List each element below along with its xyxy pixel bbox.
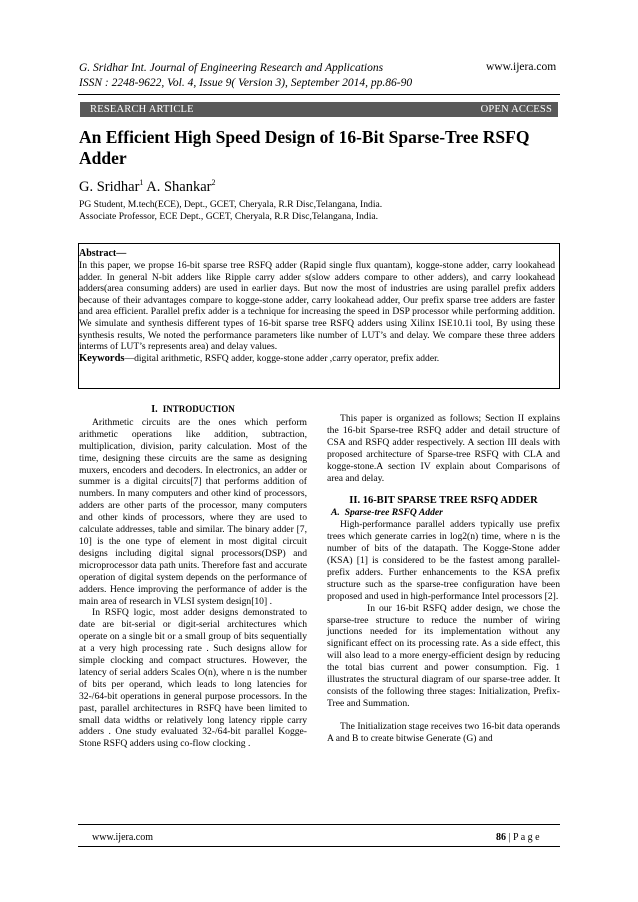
affiliation-1: PG Student, M.tech(ECE), Dept., GCET, Cheryala, R.R Disc,Telangana, India. (79, 199, 383, 210)
author-2-sup: 2 (211, 178, 216, 187)
section-1-title: INTRODUCTION (162, 404, 235, 414)
footer-page (496, 832, 540, 843)
abstract-box (78, 243, 560, 389)
abstract-text: In this paper, we propse 16-bit sparse tree RSFQ adder (Rapid single flux quantam), kogge-stone adder, carry lookahead adder. In general N-bit adders like Ripple carry adder s(slow adders compare to other adders), and carry lookahead adders(area consuming adders) are used in earlier days. But now the most of industries are using parallel prefix adders because of their advantages compare to kogge-stone adder, carry lookahead adder, Our prefix sparse tree adders are faster and area efficient. Parallel prefix adder is a technique for increasing the speed in DSP processor while performing addition. We simulate and synthesis different types of 16-bit sparse tree RSFQ adders using Xilinx ISE10.1i tool, By using these synthesis results, We noted the performance parameters like number of LUT’s and delay. We compare these three adders interms of LUT’s represents area) and delay values. (79, 260, 555, 353)
footer-bottom-rule (78, 846, 560, 847)
header-rule (78, 94, 560, 95)
article-banner (80, 102, 558, 117)
page-number: 86 (496, 832, 506, 843)
section-1-number: I. (151, 404, 158, 415)
author-1: G. Sridhar (79, 178, 140, 195)
right-column (327, 413, 560, 745)
organization-paragraph: This paper is organized as follows; Section II explains the 16-bit Sparse-tree RSFQ adder and detail structure of CSA and RSFQ adder respectively. A section III deals with proposed architecture of Sparse-tree RSFQ with CLA and kogge-stone.A section IV explain about Comparisons of area and delay. (327, 413, 560, 484)
paper-title (79, 127, 549, 169)
affiliation-2: Associate Professor, ECE Dept., GCET, Cheryala, R.R Disc,Telangana, India. (79, 211, 379, 222)
journal-line: G. Sridhar Int. Journal of Engineering Research and Applications (79, 62, 384, 74)
intro-paragraph-2: In RSFQ logic, most adder designs demonstrated to date are bit-serial or digit-serial architectures which operate on a single bit or a small group of bits sequentially at a very high processing rate . Such designs allow for simple clocking and compact structures. However, the latency of serial adders Scales O(n), where n is the number of bits per operand, which leads to long latencies for 32-/64-bit operations in general purpose processors. In the past, parallel architectures in RSFQ have been limited to small data widths or relatively long latency ripple carry adders . One study evaluated 32-/64-bit parallel Kogge-Stone RSFQ adders using co-flow clocking . (79, 607, 307, 750)
left-column (79, 404, 307, 750)
section-1-heading (79, 404, 307, 416)
banner-open-access: OPEN ACCESS (480, 104, 552, 115)
section-2-heading: II. 16-BIT SPARSE TREE RSFQ ADDER (349, 495, 538, 507)
title-line-2: Adder (79, 148, 127, 168)
subsection-a-number: A. (331, 507, 340, 519)
subsection-a-heading (327, 507, 560, 519)
footer-url[interactable]: www.ijera.com (92, 832, 153, 843)
intro-paragraph-1: Arithmetic circuits are the ones which perform arithmetic operations like addition, subtraction, multiplication, division, parity calculation. Most of the time, designing these circuits are the same as designing muxers, encoders and decoders. In electronics, an adder or summer is a digital circuits[7] that performs addition of numbers. In many computers and other kind of processors, adders are other parts of the processor, many computers and other kinds of processors, where they are used to calculate addresses, table and similar. The binary adder [7, 10] is the one type of element in most digital circuit designs including digital signal processors(DSP) and microprocessor data path units. Therefore fast and accurate operation of digital system depends on the performance of adders. Hence improving the performance of adder is the main area of research in VLSI system design[10] . (79, 416, 307, 607)
initialization-paragraph: The Initialization stage receives two 16-bit data operands A and B to create bitwise Generate (G) and (327, 720, 560, 744)
page-label: | P a g e (506, 832, 540, 843)
sparse-tree-paragraph-2: In our 16-bit RSFQ adder design, we chose the sparse-tree structure to reduce the number of wiring junctions needed for its implementation without any significant effect on its processing rate. As a side effect, this will also lead to a more energy-efficient design by reducing the total bias current and power consumption. Fig. 1 illustrates the structural diagram of our sparse-tree adder. It consists of the following three stages: Initialization, Prefix-Tree and Summation. (327, 602, 560, 709)
keywords-text: —digital arithmetic, RSFQ adder, kogge-stone adder ,carry operator, prefix adder. (124, 352, 440, 364)
subsection-a-title: Sparse-tree RSFQ Adder (344, 507, 443, 519)
abstract-heading: Abstract— (79, 248, 127, 259)
keywords-label: Keywords (79, 352, 125, 364)
title-line-1: An Efficient High Speed Design of 16-Bit Sparse-Tree RSFQ (79, 127, 530, 147)
banner-article-type: RESEARCH ARTICLE (90, 104, 194, 115)
author-1-sup: 1 (139, 178, 144, 187)
header-url[interactable]: www.ijera.com (486, 61, 557, 73)
footer-rule (78, 824, 560, 825)
issn-line: ISSN : 2248-9622, Vol. 4, Issue 9( Version 3), September 2014, pp.86-90 (79, 77, 413, 89)
author-2: A. Shankar (143, 178, 212, 195)
keywords-line (79, 353, 555, 365)
authors (79, 178, 215, 196)
sparse-tree-paragraph-1: High-performance parallel adders typically use prefix trees which generate carries in log2(n) time, where n is the number of bits of the datapath. The Kogge-Stone adder (KSA) [1] is considered to be the fastest among parallel-prefix adders. Further enhancements to the KSA prefix structure such as the sparse-tree configuration have been proposed and used in high-performance Intel processors [2]. (327, 519, 560, 602)
